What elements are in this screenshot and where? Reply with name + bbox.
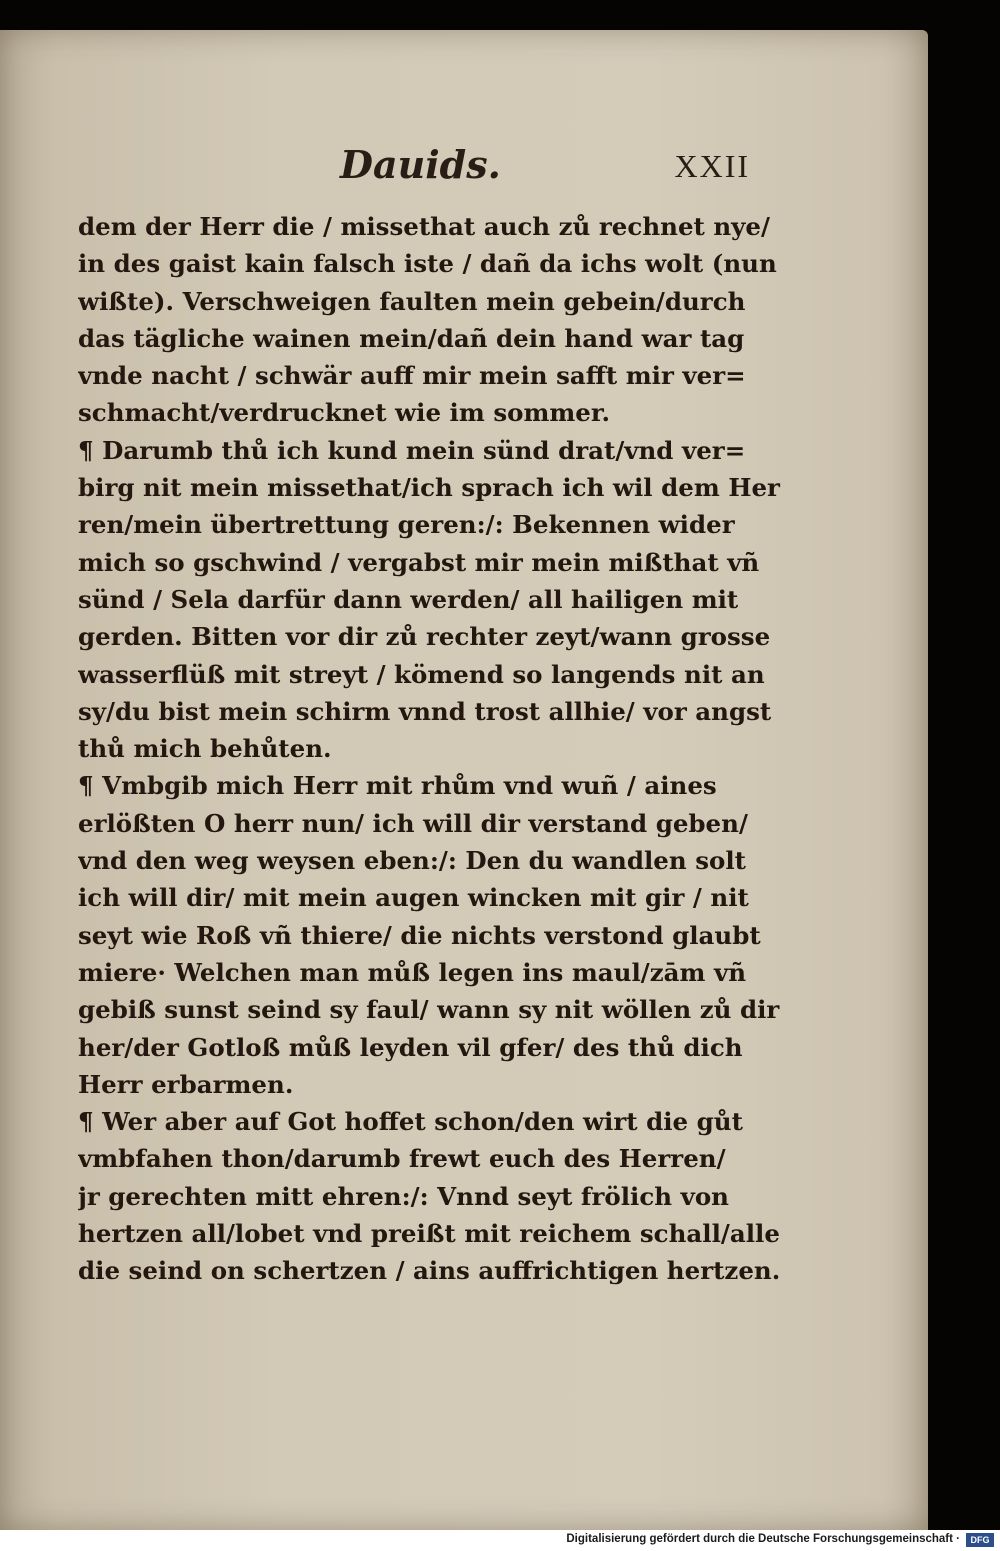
text-line: ich will dir/ mit mein augen wincken mit gir / nit [78,883,749,913]
text-line: in des gaist kain falsch iste / dañ da ichs wolt (nun [78,249,777,279]
text-line: thů mich behůten. [78,734,332,764]
dfg-logo: DFG [966,1533,994,1547]
text-line: das tägliche wainen mein/dañ dein hand war tag [78,323,745,353]
running-head: Dauids. [340,142,501,187]
credit-footer [0,1530,1000,1551]
text-line: Herr erbarmen. [78,1069,294,1099]
text-line: sünd / Sela darfür dann werden/ all hailigen mit [78,584,739,614]
text-line: wasserflüß mit streyt / kömend so langends nit an [78,659,765,689]
text-line: miere· Welchen man můß legen ins maul/zām vñ [78,957,747,987]
text-line: wißte). Verschweigen faulten mein gebein/durch [78,286,746,316]
text-line: ¶ Vmbgib mich Herr mit rhům vnd wuñ / aines [78,771,717,801]
folio-number: XXII [674,148,750,184]
text-line: schmacht/verdrucknet wie im sommer. [78,398,611,428]
funding-credit: Digitalisierung gefördert durch die Deutsche Forschungsgemeinschaft · [566,1533,960,1545]
text-line: vnd den weg weysen eben:/: Den du wandlen solt [78,846,746,876]
text-line: ¶ Wer aber auf Got hoffet schon/den wirt die gůt [78,1107,743,1137]
page-header [330,142,770,202]
text-line: jr gerechten mitt ehren:/: Vnnd seyt frölich von [78,1181,729,1211]
text-line: vnde nacht / schwär auff mir mein safft mir ver= [78,361,746,391]
text-line: ren/mein übertrettung geren:/: Bekennen wider [78,510,735,540]
text-line: seyt wie Roß vñ thiere/ die nichts verstond glaubt [78,920,761,950]
text-line: gebiß sunst seind sy faul/ wann sy nit wöllen zů dir [78,995,780,1025]
text-line: her/der Gotloß můß leyden vil gfer/ des thů dich [78,1032,743,1062]
text-line: birg nit mein missethat/ich sprach ich wil dem Her [78,473,780,503]
text-line: gerden. Bitten vor dir zů rechter zeyt/wann grosse [78,622,771,652]
text-line: sy/du bist mein schirm vnnd trost allhie/ vor angst [78,696,772,726]
text-line: mich so gschwind / vergabst mir mein mißthat vñ [78,547,760,577]
text-line: hertzen all/lobet vnd preißt mit reichem schall/alle [78,1219,780,1249]
text-line: ¶ Darumb thů ich kund mein sünd drat/vnd ver= [78,435,746,465]
text-block [78,208,793,1290]
book-page [0,30,928,1530]
text-line: erlößten O herr nun/ ich will dir verstand geben/ [78,808,748,838]
text-line: dem der Herr die / missethat auch zů rechnet nye/ [78,212,770,241]
text-line: die seind on schertzen / ains auffrichtigen hertzen. [78,1256,781,1286]
text-line: vmbfahen thon/darumb frewt euch des Herren/ [78,1144,726,1174]
